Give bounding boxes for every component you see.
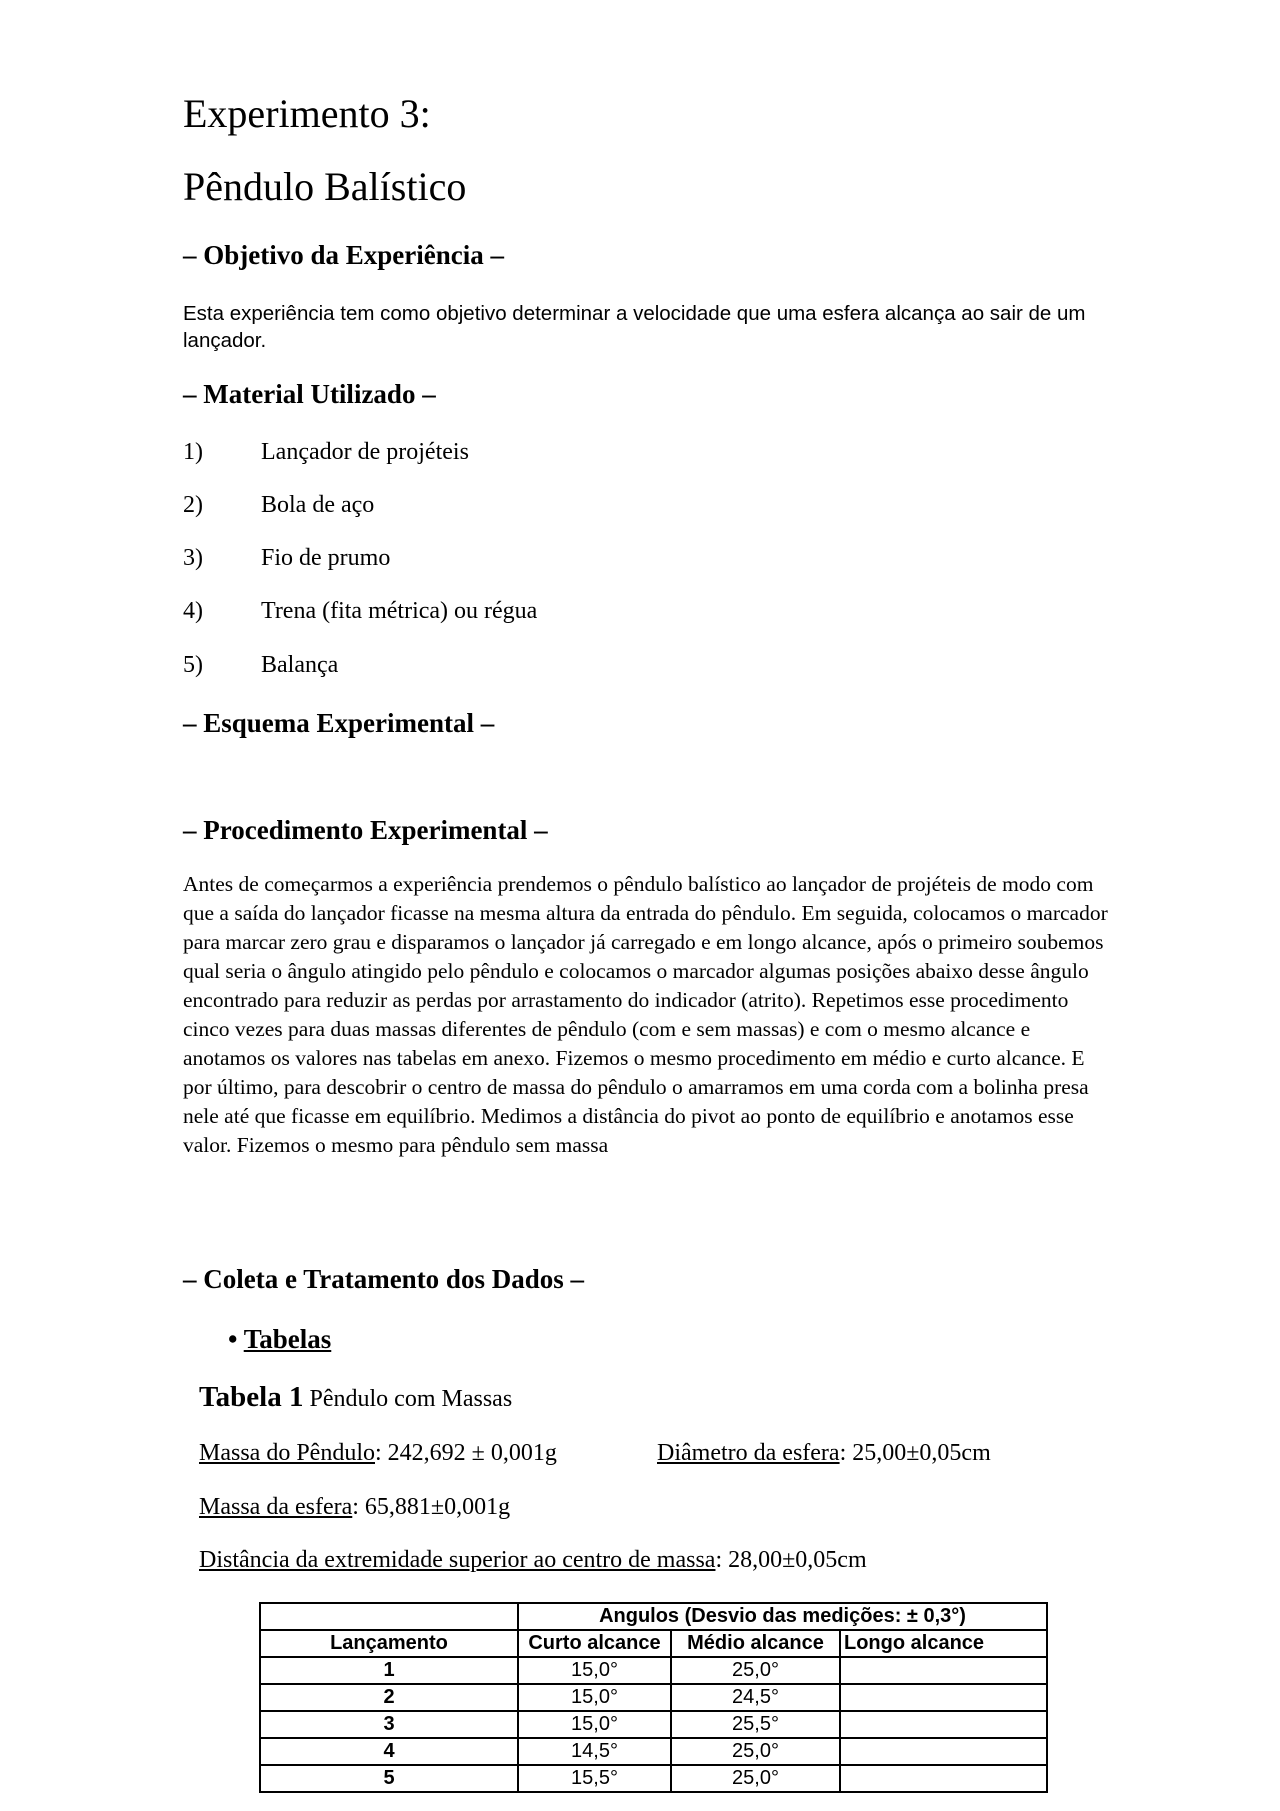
table-row [260, 1684, 1047, 1711]
massa-pendulo [199, 1438, 557, 1468]
table-cell [840, 1657, 1047, 1684]
distancia-centro-massa [199, 1545, 867, 1575]
table-number: Tabela 1 [199, 1381, 304, 1413]
table-cell: 1 [260, 1657, 518, 1684]
massa-esfera-label: Massa da esfera [199, 1494, 353, 1520]
table-cell [840, 1765, 1047, 1792]
angles-table [259, 1602, 1048, 1793]
massa-pendulo-value: : 242,692 ± 0,001g [375, 1440, 557, 1466]
material-item-number: 2) [183, 492, 203, 518]
title-line-2: Pêndulo Balístico [183, 164, 467, 209]
title-line-1: Experimento 3: [183, 91, 431, 136]
procedimento-text: Antes de começarmos a experiência prendemos o pêndulo balístico ao lançador de projéteis de modo com que a saída do lançador ficasse na mesma altura da entrada do pêndulo. Em seguida, colocamos o marcador para marcar zero grau e disparamos o lançador já carregado e em longo alcance, após o primeiro soubemos qual seria o ângulo atingido pelo pêndulo e colocamos o marcador algumas posições abaixo desse ângulo encontrado para reduzir as perdas por arrastamento do indicador (atrito). Repetimos esse procedimento cinco vezes para duas massas diferentes de pêndulo (com e sem massas) e com o mesmo alcance e anotamos os valores nas tabelas em anexo. Fizemos o mesmo procedimento em médio e curto alcance. E por último, para descobrir o centro de massa do pêndulo o amarramos em uma corda com a bolinha presa nele até que ficasse em equilíbrio. Medimos a distância do pivot ao ponto de equilíbrio e anotamos esse valor. Fizemos o mesmo para pêndulo sem massa [183, 872, 1108, 1157]
table-cell: 25,5° [671, 1711, 840, 1738]
col-header-longo: Longo alcance [840, 1630, 1047, 1657]
table-row [260, 1738, 1047, 1765]
material-item-label: Trena (fita métrica) ou régua [261, 598, 538, 624]
table-cell: 24,5° [671, 1684, 840, 1711]
table-cell: 25,0° [671, 1657, 840, 1684]
table-cell [840, 1684, 1047, 1711]
material-item-label: Bola de aço [261, 492, 375, 518]
tabelas-label: Tabelas [243, 1324, 332, 1354]
tabelas-subheading [228, 1322, 331, 1356]
objetivo-heading: – Objetivo da Experiência – [183, 240, 504, 270]
material-item [183, 650, 338, 680]
col-header-medio: Médio alcance [671, 1630, 840, 1657]
table-row [260, 1765, 1047, 1792]
table-row [260, 1711, 1047, 1738]
table-cell: 4 [260, 1738, 518, 1765]
bullet-icon: • [228, 1324, 238, 1354]
procedimento-heading: – Procedimento Experimental – [183, 815, 548, 845]
diametro-value: : 25,00±0,05cm [839, 1440, 991, 1466]
material-heading: – Material Utilizado – [183, 379, 436, 409]
material-item-number: 5) [183, 652, 203, 678]
table-cell: 15,5° [518, 1765, 671, 1792]
material-item [183, 490, 374, 520]
diametro-label: Diâmetro da esfera [657, 1440, 840, 1466]
material-item [183, 437, 469, 467]
esquema-heading: – Esquema Experimental – [183, 708, 495, 738]
table-cell: 25,0° [671, 1738, 840, 1765]
objetivo-text: Esta experiência tem como objetivo determinar a velocidade que uma esfera alcança ao sair de um lançador. [183, 302, 1086, 352]
table-caption [199, 1381, 512, 1415]
material-item-number: 1) [183, 439, 203, 465]
table-cell: 15,0° [518, 1711, 671, 1738]
material-item-number: 3) [183, 545, 203, 571]
table-cell: 2 [260, 1684, 518, 1711]
table-cell: 5 [260, 1765, 518, 1792]
distancia-value: : 28,00±0,05cm [715, 1547, 867, 1573]
table-cell: 25,0° [671, 1765, 840, 1792]
massa-esfera-value: : 65,881±0,001g [352, 1494, 511, 1520]
material-item-label: Fio de prumo [261, 545, 391, 571]
table-caption-text: Pêndulo com Massas [309, 1386, 513, 1412]
col-header-lancamento: Lançamento [260, 1630, 518, 1657]
table-row [260, 1657, 1047, 1684]
diametro-esfera [657, 1438, 991, 1468]
material-item [183, 596, 537, 626]
massa-esfera [199, 1492, 510, 1522]
table-cell [840, 1711, 1047, 1738]
angles-group-header: Angulos (Desvio das medições: ± 0,3°) [518, 1603, 1047, 1630]
table-group-header-row [260, 1603, 1047, 1630]
material-item [183, 543, 390, 573]
material-item-number: 4) [183, 598, 203, 624]
coleta-heading: – Coleta e Tratamento dos Dados – [183, 1264, 584, 1294]
massa-pendulo-label: Massa do Pêndulo [199, 1440, 375, 1466]
table-cell [840, 1738, 1047, 1765]
table-header-row [260, 1630, 1047, 1657]
distancia-label: Distância da extremidade superior ao centro de massa [199, 1547, 716, 1573]
table-cell: 3 [260, 1711, 518, 1738]
table-empty-cell [260, 1603, 518, 1630]
table-cell: 15,0° [518, 1684, 671, 1711]
material-item-label: Balança [261, 652, 339, 678]
table-cell: 14,5° [518, 1738, 671, 1765]
material-item-label: Lançador de projéteis [261, 439, 469, 465]
table-cell: 15,0° [518, 1657, 671, 1684]
col-header-curto: Curto alcance [518, 1630, 671, 1657]
